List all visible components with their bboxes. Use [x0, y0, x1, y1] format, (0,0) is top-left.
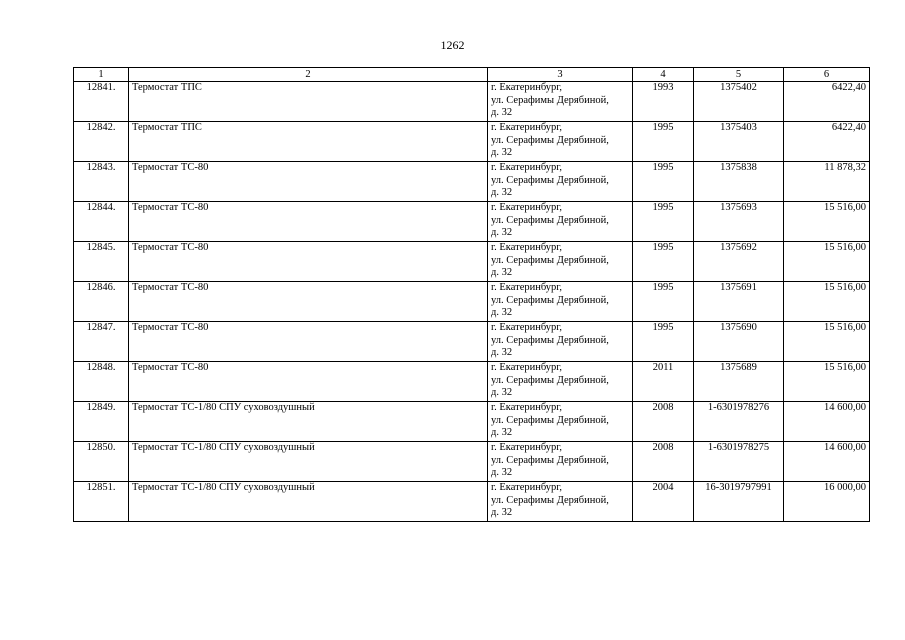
item-address: [488, 482, 633, 522]
address-line: д. 32: [491, 427, 513, 438]
item-cost: 6422,40: [784, 82, 870, 122]
address-line: д. 32: [491, 107, 513, 118]
address-line: г. Екатеринбург,: [491, 202, 563, 213]
inventory-number: 1375692: [694, 242, 784, 282]
address-line: г. Екатеринбург,: [491, 362, 563, 373]
item-address: [488, 122, 633, 162]
item-name: Термостат ТС-80: [129, 362, 488, 402]
table-row: [74, 242, 870, 282]
address-line: ул. Серафимы Дерябиной,: [491, 414, 609, 426]
item-cost: 16 000,00: [784, 482, 870, 522]
row-number: 12848.: [74, 362, 129, 402]
item-cost: 15 516,00: [784, 202, 870, 242]
item-name: Термостат ТС-80: [129, 242, 488, 282]
address-line: д. 32: [491, 347, 513, 358]
address-line: ул. Серафимы Дерябиной,: [491, 494, 609, 506]
item-year: 1993: [633, 82, 694, 122]
item-year: 2011: [633, 362, 694, 402]
item-cost: 15 516,00: [784, 242, 870, 282]
row-number: 12851.: [74, 482, 129, 522]
item-name: Термостат ТПС: [129, 82, 488, 122]
inventory-number: 1375689: [694, 362, 784, 402]
page-number: 1262: [440, 38, 465, 52]
address-line: д. 32: [491, 467, 513, 478]
address-line: г. Екатеринбург,: [491, 162, 563, 173]
address-line: г. Екатеринбург,: [491, 322, 563, 333]
header-cell-5: 5: [694, 68, 784, 82]
address-line: д. 32: [491, 267, 513, 278]
row-number: 12845.: [74, 242, 129, 282]
address-line: г. Екатеринбург,: [491, 242, 563, 253]
table-row: [74, 402, 870, 442]
table-row: [74, 482, 870, 522]
item-address: [488, 242, 633, 282]
item-address: [488, 282, 633, 322]
item-address: [488, 402, 633, 442]
header-row: [74, 68, 870, 82]
address-line: ул. Серафимы Дерябиной,: [491, 174, 609, 186]
address-line: ул. Серафимы Дерябиной,: [491, 454, 609, 466]
item-cost: 15 516,00: [784, 362, 870, 402]
address-line: г. Екатеринбург,: [491, 402, 563, 413]
table-row: [74, 442, 870, 482]
row-number: 12847.: [74, 322, 129, 362]
item-year: 1995: [633, 242, 694, 282]
item-year: 1995: [633, 282, 694, 322]
header-cell-3: 3: [488, 68, 633, 82]
address-line: г. Екатеринбург,: [491, 122, 563, 133]
item-name: Термостат ТПС: [129, 122, 488, 162]
item-name: Термостат ТС-1/80 СПУ суховоздушный: [129, 482, 488, 522]
address-line: д. 32: [491, 387, 513, 398]
table-row: [74, 162, 870, 202]
address-line: ул. Серафимы Дерябиной,: [491, 374, 609, 386]
item-cost: 11 878,32: [784, 162, 870, 202]
table-row: [74, 122, 870, 162]
item-year: 2004: [633, 482, 694, 522]
inventory-number: 1375403: [694, 122, 784, 162]
address-line: д. 32: [491, 187, 513, 198]
inventory-number: 1375691: [694, 282, 784, 322]
item-name: Термостат ТС-1/80 СПУ суховоздушный: [129, 402, 488, 442]
row-number: 12843.: [74, 162, 129, 202]
address-line: г. Екатеринбург,: [491, 282, 563, 293]
row-number: 12841.: [74, 82, 129, 122]
item-address: [488, 82, 633, 122]
inventory-number: 1375402: [694, 82, 784, 122]
row-number: 12849.: [74, 402, 129, 442]
address-line: д. 32: [491, 507, 513, 518]
item-cost: 14 600,00: [784, 442, 870, 482]
item-address: [488, 442, 633, 482]
inventory-number: 1375838: [694, 162, 784, 202]
item-cost: 15 516,00: [784, 282, 870, 322]
table-row: [74, 322, 870, 362]
item-address: [488, 362, 633, 402]
item-name: Термостат ТС-80: [129, 202, 488, 242]
item-cost: 6422,40: [784, 122, 870, 162]
property-table: [73, 67, 870, 522]
address-line: д. 32: [491, 147, 513, 158]
row-number: 12842.: [74, 122, 129, 162]
item-name: Термостат ТС-80: [129, 162, 488, 202]
address-line: г. Екатеринбург,: [491, 82, 563, 93]
item-cost: 14 600,00: [784, 402, 870, 442]
inventory-number: 16-3019797991: [694, 482, 784, 522]
item-name: Термостат ТС-1/80 СПУ суховоздушный: [129, 442, 488, 482]
address-line: ул. Серафимы Дерябиной,: [491, 254, 609, 266]
item-address: [488, 322, 633, 362]
address-line: ул. Серафимы Дерябиной,: [491, 334, 609, 346]
row-number: 12850.: [74, 442, 129, 482]
item-year: 1995: [633, 122, 694, 162]
item-name: Термостат ТС-80: [129, 282, 488, 322]
item-address: [488, 202, 633, 242]
table-row: [74, 282, 870, 322]
address-line: ул. Серафимы Дерябиной,: [491, 214, 609, 226]
header-cell-4: 4: [633, 68, 694, 82]
table-row: [74, 362, 870, 402]
item-name: Термостат ТС-80: [129, 322, 488, 362]
inventory-number: 1375693: [694, 202, 784, 242]
item-cost: 15 516,00: [784, 322, 870, 362]
address-line: д. 32: [491, 227, 513, 238]
item-year: 2008: [633, 402, 694, 442]
inventory-number: 1375690: [694, 322, 784, 362]
header-cell-2: 2: [129, 68, 488, 82]
table-row: [74, 82, 870, 122]
inventory-number: 1-6301978275: [694, 442, 784, 482]
address-line: д. 32: [491, 307, 513, 318]
item-year: 1995: [633, 162, 694, 202]
row-number: 12844.: [74, 202, 129, 242]
table-row: [74, 202, 870, 242]
address-line: ул. Серафимы Дерябиной,: [491, 294, 609, 306]
item-year: 2008: [633, 442, 694, 482]
address-line: г. Екатеринбург,: [491, 482, 563, 493]
inventory-number: 1-6301978276: [694, 402, 784, 442]
header-cell-1: 1: [74, 68, 129, 82]
item-year: 1995: [633, 322, 694, 362]
item-address: [488, 162, 633, 202]
header-cell-6: 6: [784, 68, 870, 82]
row-number: 12846.: [74, 282, 129, 322]
address-line: ул. Серафимы Дерябиной,: [491, 94, 609, 106]
address-line: ул. Серафимы Дерябиной,: [491, 134, 609, 146]
item-year: 1995: [633, 202, 694, 242]
address-line: г. Екатеринбург,: [491, 442, 563, 453]
